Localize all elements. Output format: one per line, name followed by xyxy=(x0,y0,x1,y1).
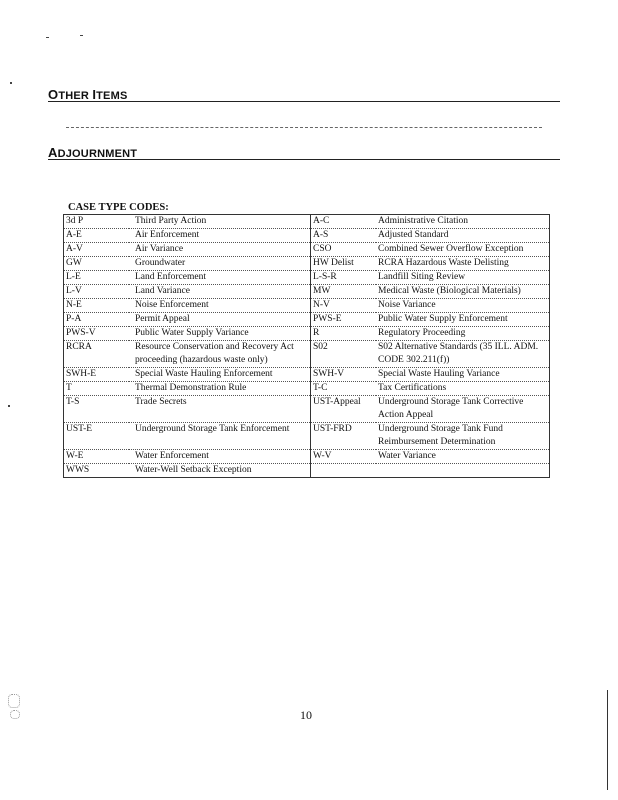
scan-speck xyxy=(10,82,12,84)
table-row xyxy=(64,215,550,229)
description-cell: Trade Secrets xyxy=(129,396,311,423)
code-cell xyxy=(311,464,377,478)
code-cell: A-S xyxy=(313,230,329,240)
table-row xyxy=(64,450,550,464)
table-row xyxy=(64,341,550,368)
code-cell: UST-Appeal xyxy=(313,397,361,407)
table-row xyxy=(64,243,550,257)
description-cell: Permit Appeal xyxy=(129,313,311,327)
scan-mark xyxy=(8,694,20,708)
code-cell: PWS-E xyxy=(313,314,342,324)
table-row xyxy=(64,382,550,396)
table-row xyxy=(64,327,550,341)
description-cell: Water-Well Setback Exception xyxy=(129,464,311,478)
code-cell: L-S-R xyxy=(313,272,337,282)
description-cell: Underground Storage Tank Corrective Action Appeal xyxy=(376,396,550,423)
description-cell: Special Waste Hauling Enforcement xyxy=(129,368,311,382)
description-cell: Groundwater xyxy=(129,257,311,271)
code-cell: SWH-V xyxy=(313,369,345,379)
code-cell: S02 xyxy=(313,342,328,352)
scan-speck xyxy=(46,37,49,38)
table-row xyxy=(64,229,550,243)
description-cell: Administrative Citation xyxy=(376,215,550,229)
code-cell: GW xyxy=(64,257,130,271)
description-cell: Thermal Demonstration Rule xyxy=(129,382,311,396)
code-cell: 3d P xyxy=(64,215,130,229)
description-cell: RCRA Hazardous Waste Delisting xyxy=(376,257,550,271)
code-cell: PWS-V xyxy=(64,327,130,341)
code-cell: A-E xyxy=(64,229,130,243)
code-cell: RCRA xyxy=(64,341,130,368)
scan-speck xyxy=(8,405,10,407)
code-cell: W-V xyxy=(313,451,332,461)
description-cell: Tax Certifications xyxy=(376,382,550,396)
description-cell: Noise Variance xyxy=(376,299,550,313)
description-cell: Landfill Siting Review xyxy=(376,271,550,285)
description-cell: Land Enforcement xyxy=(129,271,311,285)
code-cell: L-E xyxy=(64,271,130,285)
description-cell: Water Variance xyxy=(376,450,550,464)
description-cell: Combined Sewer Overflow Exception xyxy=(376,243,550,257)
code-cell: T xyxy=(64,382,130,396)
code-cell: CSO xyxy=(313,244,332,254)
other-items-heading: OTHER ITEMS xyxy=(48,87,128,102)
section-rule xyxy=(48,159,560,160)
code-cell: T-C xyxy=(313,383,328,393)
table-row xyxy=(64,313,550,327)
code-cell: SWH-E xyxy=(64,368,130,382)
table-row xyxy=(64,368,550,382)
code-cell: T-S xyxy=(64,396,130,423)
description-cell xyxy=(376,464,550,478)
description-cell: Land Variance xyxy=(129,285,311,299)
table-row xyxy=(64,257,550,271)
table-row xyxy=(64,396,550,423)
code-cell: N-V xyxy=(313,300,330,310)
code-cell: R xyxy=(313,328,320,338)
description-cell: Underground Storage Tank Fund Reimbursement Determination xyxy=(376,423,550,450)
table-row xyxy=(64,271,550,285)
case-type-codes-table xyxy=(63,214,550,478)
description-cell: Medical Waste (Biological Materials) xyxy=(376,285,550,299)
description-cell: Underground Storage Tank Enforcement xyxy=(129,423,311,450)
adjournment-heading: ADJOURNMENT xyxy=(48,145,138,160)
description-cell: Air Variance xyxy=(129,243,311,257)
code-cell: UST-FRD xyxy=(313,424,352,434)
description-cell: Water Enforcement xyxy=(129,450,311,464)
section-rule xyxy=(48,101,560,102)
code-cell: A-V xyxy=(64,243,130,257)
code-cell: N-E xyxy=(64,299,130,313)
table-row xyxy=(64,299,550,313)
description-cell: S02 Alternative Standards (35 ILL. ADM. CODE 302.211(f)) xyxy=(376,341,550,368)
description-cell: Public Water Supply Enforcement xyxy=(376,313,550,327)
table-row xyxy=(64,423,550,450)
scan-speck xyxy=(80,35,83,36)
description-cell: Noise Enforcement xyxy=(129,299,311,313)
description-cell: Regulatory Proceeding xyxy=(376,327,550,341)
description-cell: Resource Conservation and Recovery Act proceeding (hazardous waste only) xyxy=(129,341,311,368)
code-cell: A-C xyxy=(313,216,330,226)
description-cell: Adjusted Standard xyxy=(376,229,550,243)
code-cell: P-A xyxy=(64,313,130,327)
dashed-line xyxy=(66,127,542,128)
page-number: 10 xyxy=(300,708,312,722)
table-row xyxy=(64,464,550,478)
description-cell: Public Water Supply Variance xyxy=(129,327,311,341)
code-cell: MW xyxy=(313,286,331,296)
description-cell: Special Waste Hauling Variance xyxy=(376,368,550,382)
code-cell: WWS xyxy=(64,464,130,478)
margin-line xyxy=(607,690,608,790)
table-row xyxy=(64,285,550,299)
case-type-codes-title: CASE TYPE CODES: xyxy=(68,202,169,213)
scan-mark xyxy=(10,710,20,719)
code-cell: UST-E xyxy=(64,423,130,450)
code-cell: HW Delist xyxy=(313,258,354,268)
description-cell: Air Enforcement xyxy=(129,229,311,243)
code-cell: W-E xyxy=(64,450,130,464)
description-cell: Third Party Action xyxy=(129,215,311,229)
code-cell: L-V xyxy=(64,285,130,299)
